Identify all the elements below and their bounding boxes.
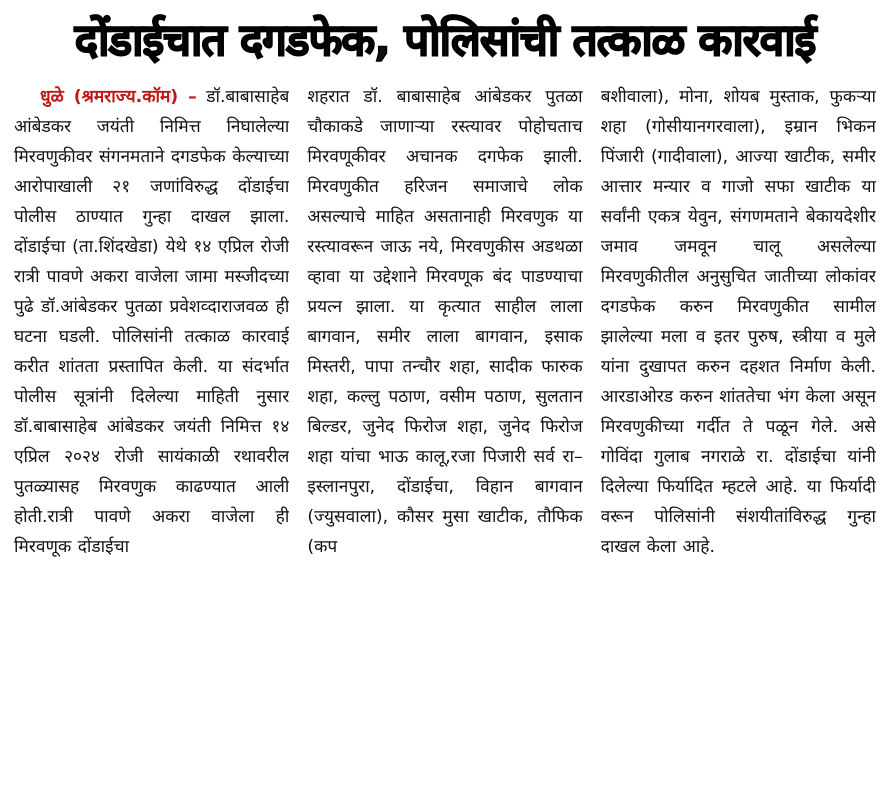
article-column-1 [14,82,289,801]
column-2-text: शहरात डॉ. बाबासाहेब आंबेडकर पुतळा चौकाकडे जाणाऱ्या रस्त्यावर पोहोचताच मिरवणूकीवर अचानक दगफेक झाली. मिरवणुकीत हरिजन समाजाचे लोक असल्याचे माहित असतानाही मिरवणुक या रस्त्यावरून जाऊ नये, मिरवणुकीस अडथळा व्हावा या उद्देशाने मिरवणूक बंद पाडण्याचा प्रयत्न झाला. या कृत्यात साहील लाला बागवान, समीर लाला बागवान, इसाक मिस्तरी, पापा तन्चौर शहा, सादीक फारुक शहा, कल्लु पठाण, वसीम पठाण, सुलतान बिल्डर, जुनेद फिरोज शहा, जुनेद फिरोज शहा यांचा भाऊ कालू,रजा पिजारी सर्व रा– इस्लानपुरा, दोंडाईचा, विहान बागवान (ज्युसवाला), कौसर मुसा खाटीक, तौफिक (कप [307,87,583,557]
headline: दोंडाईचात दगडफेक, पोलिसांची तत्काळ कारवाई [74,15,816,66]
article-body [14,82,876,801]
column-1-paragraph [14,82,289,562]
column-1-text: डॉ.बाबासाहेब आंबेडकर जयंती निमित्त निघालेल्या मिरवणुकीवर संगनमताने दगडफेक केल्याच्या आरोपाखाली २१ जणांविरुद्ध दोंडाईचा पोलीस ठाण्यात गुन्हा दाखल झाला. दोंडाईचा (ता.शिंदखेडा) येथे १४ एप्रिल रोजी रात्री पावणे अकरा वाजेला जामा मस्जीदच्या पुढे डॉ.आंबेडकर पुतळा प्रवेशव्दाराजवळ ही घटना घडली. पोलिसांनी तत्काळ कारवाई करीत शांतता प्रस्तापित केली. या संदर्भात पोलीस सूत्रांनी दिलेल्या माहिती नुसार डॉ.बाबासाहेब आंबेडकर जयंती निमित्त १४ एप्रिल २०२४ रोजी सायंकाळी रथावरील पुतळ्यासह मिरवणुक काढण्यात आली होती.रात्री पावणे अकरा वाजेला ही मिरवणूक दोंडाईचा [14,87,290,557]
dateline: धुळे (श्रमराज्य.कॉम) – [40,87,197,107]
column-3-text: बशीवाला), मोना, शोयब मुस्ताक, फुकऱ्या शहा (गोसीयानगरवाला), इम्रान भिकन पिंजारी (गादीवाला), आज्या खाटीक, समीर आत्तार मन्यार व गाजो सफा खाटीक या सर्वांनी एकत्र येवुन, संगणमताने बेकायदेशीर जमाव जमवून चालू असलेल्या मिरवणुकीतील अनुसुचित जातीच्या लोकांवर दगडफेक करुन मिरवणुकीत सामील झालेल्या मला व इतर पुरुष, स्त्रीया व मुले यांना दुखापत करुन दहशत निर्माण केली. आरडाओरड करुन शांततेचा भंग केला असून मिरवणुकीच्या गर्दीत ते पळून गेले. असे गोविंदा गुलाब नगराळे रा. दोंडाईचा यांनी दिलेल्या फिर्यादित म्हटले आहे. या फिर्यादी वरून पोलिसांनी संशयीतांविरुद्ध गुन्हा दाखल केला आहे. [600,87,876,557]
article-column-3 [601,82,876,801]
article-column-2 [307,82,582,801]
